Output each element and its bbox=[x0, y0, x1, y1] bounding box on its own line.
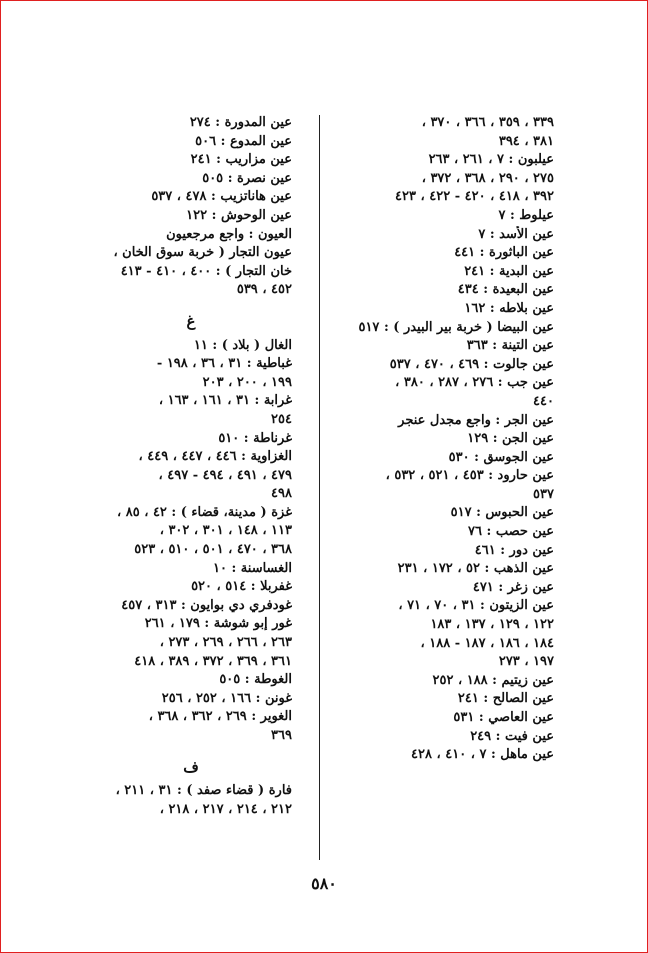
index-entry: ١٨٤ ، ١٨٦ ، ١٨٧ - ١٨٨ ، bbox=[420, 635, 554, 651]
index-entry: عين بلاطه : ١٦٢ bbox=[464, 300, 554, 316]
left-column-top-entries bbox=[90, 114, 292, 300]
index-entry: عين جالوت : ٤٦٩ ، ٤٧٠ ، ٥٣٧ bbox=[389, 356, 554, 372]
index-entry: ١٩٧ ، ٢٧٣ bbox=[498, 654, 554, 670]
index-entry: ١٢٢ ، ١٢٩ ، ١٣٧ ، ١٨٣ bbox=[430, 617, 554, 633]
index-entry: عين الذهب : ٥٢ ، ١٧٢ ، ٢٣١ bbox=[397, 561, 554, 577]
index-entry: ٤٧٩ ، ٤٩١ ، ٤٩٤ - ٤٩٧ ، bbox=[158, 467, 292, 483]
index-entry: العيون : واجع مرجعيون bbox=[166, 226, 292, 242]
index-entry: غرابة : ٣١ ، ١٦١ ، ١٦٣ ، bbox=[158, 393, 292, 409]
index-entry: عين الباثورة : ٤٤١ bbox=[454, 245, 554, 261]
index-entry: عين الوحوش : ١٢٢ bbox=[186, 207, 292, 223]
index-entry: عين حصب : ٧٦ bbox=[468, 524, 554, 540]
index-entry: غباطية : ٣١ ، ٣٦ ، ١٩٨ - bbox=[156, 356, 292, 372]
index-entry: عين الجوسق : ٥٣٠ bbox=[448, 449, 554, 465]
index-entry: غودفري دي بوايون : ٣١٣ ، ٤٥٧ bbox=[121, 597, 292, 613]
index-entry: ٥٣٧ bbox=[533, 486, 554, 502]
index-entry: الغوطة : ٥٠٥ bbox=[219, 672, 292, 688]
index-entry: عين ماهل : ٧ ، ٤١٠ ، ٤٢٨ bbox=[411, 747, 554, 763]
index-entry: الغوير : ٢٦٩ ، ٣٦٢ ، ٣٦٨ ، bbox=[148, 709, 292, 725]
index-entry: عين الزيتون : ٣١ ، ٧٠ ، ٧١ ، bbox=[398, 598, 554, 614]
section-heading-fa: ف bbox=[183, 757, 199, 776]
index-entry: عين الجر : واجع مجدل عنجر bbox=[398, 412, 554, 428]
index-entry: عين التينة : ٣٦٣ bbox=[466, 338, 554, 354]
index-entry: ١١٣ ، ١٤٨ ، ٣٠١ ، ٣٠٢ ، bbox=[159, 523, 292, 539]
index-entry: عين البعيدة : ٤٣٤ bbox=[457, 282, 554, 298]
index-entry: ٤٩٨ bbox=[271, 486, 292, 502]
index-entry: ٣٦٩ bbox=[271, 728, 292, 743]
index-entry: عيون التجار ( خربة سوق الخان ، bbox=[113, 245, 292, 261]
index-entry: عين المدورة : ٢٧٤ bbox=[189, 115, 292, 130]
page-number: ٥٨٠ bbox=[311, 874, 337, 893]
index-entry: عين فيت : ٢٤٩ bbox=[470, 728, 554, 744]
index-entry: الغساسنة : ١٠ bbox=[212, 560, 292, 576]
index-entry: عين المدوع : ٥٠٦ bbox=[195, 133, 292, 149]
index-entry: غفربلا : ٥١٤ ، ٥٢٠ bbox=[191, 579, 292, 595]
index-entry: عين جب : ٢٧٦ ، ٢٨٧ ، ٣٨٠ ، bbox=[395, 375, 554, 391]
index-entry: عين الصالح : ٢٤١ bbox=[457, 691, 554, 707]
section-heading-ghain: غ bbox=[186, 311, 196, 330]
left-column-fa-entries bbox=[90, 782, 292, 819]
index-entry: ٣٣٩ ، ٣٥٩ ، ٣٦٦ ، ٣٧٠ ، bbox=[421, 115, 554, 130]
index-entry: ٣٦١ ، ٣٦٩ ، ٣٧٢ ، ٣٨٩ ، ٤١٨ bbox=[134, 653, 292, 669]
index-entry: عيلوط : ٧ bbox=[498, 207, 554, 223]
index-entry: ٣٩٢ ، ٤١٨ ، ٤٢٠ - ٤٢٢ ، ٤٢٣ bbox=[395, 189, 554, 205]
index-entry: خان التجار ) : ٤٠٠ ، ٤١٠ - ٤١٣ bbox=[120, 263, 292, 279]
index-entry: عيلبون : ٧ ، ٢٦١ ، ٢٦٣ bbox=[428, 152, 554, 168]
index-entry: غزة ( مدينة، قضاء ) : ٤٢ ، ٨٥ ، bbox=[116, 504, 292, 520]
index-entry: ٣٦٨ ، ٤٧٠ ، ٥٠١ ، ٥١٠ ، ٥٢٣ bbox=[134, 542, 292, 558]
column-divider bbox=[319, 115, 320, 860]
index-entry: فارة ( قضاء صفد ) : ٣١ ، ٢١١ ، bbox=[115, 783, 292, 799]
left-column bbox=[90, 114, 292, 819]
left-column-ghain-entries bbox=[90, 337, 292, 746]
index-entry: غور إبو شوشة : ١٧٩ ، ٢٦١ bbox=[144, 616, 292, 632]
index-entry: ٢٧٥ ، ٢٩٠ ، ٣٦٨ ، ٣٧٢ ، bbox=[421, 170, 554, 186]
index-entry: عين هاناتزيب : ٤٧٨ ، ٥٣٧ bbox=[151, 189, 292, 205]
index-entry: ٣٨١ ، ٣٩٤ bbox=[498, 133, 554, 149]
index-entry: غرناطة : ٥١٠ bbox=[218, 430, 292, 446]
index-entry: عين البيضا ( خربة بير البيدر ) : ٥١٧ bbox=[358, 319, 554, 335]
index-entry: الغال ( بلاد ) : ١١ bbox=[193, 337, 292, 353]
index-entry: عين العاصي : ٥٣١ bbox=[453, 710, 554, 725]
index-entry: عين دور : ٤٦١ bbox=[474, 542, 554, 558]
index-entry: عين زيتيم : ١٨٨ ، ٢٥٢ bbox=[432, 672, 554, 688]
index-entry: ٢١٢ ، ٢١٤ ، ٢١٧ ، ٢١٨ ، bbox=[159, 801, 292, 817]
right-column bbox=[336, 114, 554, 765]
index-entry: عين الجن : ١٢٩ bbox=[467, 431, 554, 447]
index-entry: عين مزاريب : ٢٤١ bbox=[190, 152, 292, 168]
index-entry: عين حارود : ٤٥٣ ، ٥٢١ ، ٥٣٢ ، bbox=[385, 468, 554, 484]
index-entry: الغزاوية : ٤٤٦ ، ٤٤٧ ، ٤٤٩ ، bbox=[138, 449, 292, 465]
index-entry: عين البدية : ٢٤١ bbox=[464, 263, 554, 279]
index-entry: ٢٥٤ bbox=[271, 411, 292, 427]
index-entry: غونن : ١٦٦ ، ٢٥٢ ، ٢٥٦ bbox=[161, 690, 292, 706]
index-entry: عين نصرة : ٥٠٥ bbox=[202, 170, 292, 186]
index-entry: ٢٦٣ ، ٢٦٦ ، ٢٦٩ ، ٢٧٣ ، bbox=[159, 635, 292, 651]
index-entry: ٤٥٢ ، ٥٣٩ bbox=[236, 282, 292, 298]
index-entry: عين زغر : ٤٧١ bbox=[472, 579, 554, 595]
index-entry: ١٩٩ ، ٢٠٠ ، ٢٠٣ bbox=[202, 374, 292, 390]
index-entry: ٤٤٠ bbox=[533, 393, 554, 409]
index-entry: عين الحبوس : ٥١٧ bbox=[450, 505, 554, 521]
index-entry: عين الأسد : ٧ bbox=[478, 226, 554, 242]
